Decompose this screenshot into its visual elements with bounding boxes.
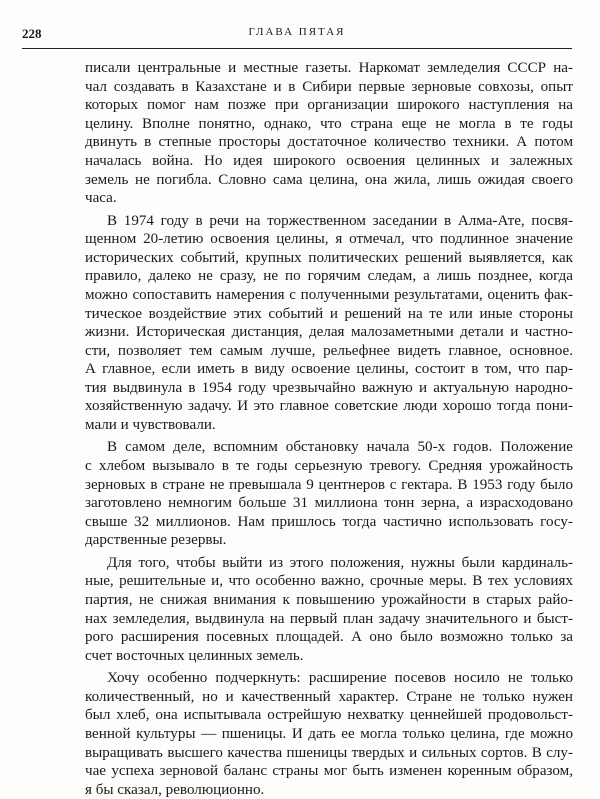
paragraph (85, 669, 573, 799)
paragraph (85, 554, 573, 666)
paragraph (85, 438, 573, 550)
text-line: чал создавать в Казахстане и в Сибири первые зерновые совхозы, опыт (85, 78, 573, 95)
text-line: целину. Вполне понятно, однако, что страна еще не могла в те годы (85, 115, 573, 132)
text-line: Хочу особенно подчеркнуть: расширение посевов носило не только (107, 670, 573, 687)
text-line: дарственные резервы. (85, 532, 227, 549)
text-line: мали и чувствовали. (85, 417, 216, 434)
text-line: счет восточных целинных земель. (85, 647, 304, 664)
body-text (85, 59, 573, 799)
text-line: с хлебом вызывало в те годы серьезную тревогу. Средняя урожайность (85, 458, 573, 475)
text-line: жизни. Историческая дистанция, делая малозаметными детали и частно- (85, 324, 573, 341)
text-line: партия, не снижая внимания к повышению урожайности в старых райо- (85, 592, 573, 609)
text-line: писали центральные и местные газеты. Наркомат земледелия СССР на- (85, 60, 573, 76)
text-line: В самом деле, вспомним обстановку начала 50-х годов. Положение (107, 439, 573, 456)
text-line: сти, позволяет тем самым лучше, рельефнее видеть главное, основное. (85, 342, 573, 359)
text-line: чае успеха зерновой баланс страны мог быть изменен коренным образом, (85, 763, 573, 780)
text-line: количественный, но и качественный характер. Стране не только нужен (85, 688, 573, 705)
text-line: зерновых в стране не превышала 9 центнеров с гектара. В 1953 году было (85, 476, 573, 493)
text-line: А главное, если иметь в виду освоение целины, состоит в том, что пар- (85, 361, 573, 378)
text-line: щенном 20-летию освоения целины, я отмечал, что подлинное значение (85, 231, 573, 248)
text-line: венной культуры — пшеницы. И дать ее могла только целина, где можно (85, 725, 573, 742)
running-head: ГЛАВА ПЯТАЯ (248, 26, 346, 38)
text-line: ные, решительные и, что особенно важно, срочные меры. В тех условиях (85, 573, 573, 590)
text-line: рого расширения посевных площадей. А оно было возможно только за (85, 629, 573, 646)
text-line: исторических событий, крупных политических решений выявляется, как (85, 249, 573, 266)
text-line: выращивать высшего качества пшеницы твердых и сильных сортов. В слу- (85, 744, 573, 761)
text-line: я бы сказал, революционно. (85, 781, 265, 798)
text-line: можно сопоставить намерения с полученными результатами, оценить фак- (85, 286, 573, 303)
paragraph (85, 59, 573, 208)
text-line: свыше 32 миллионов. Нам пришлось тогда частично использовать госу- (85, 513, 573, 530)
paragraph (85, 212, 573, 435)
text-line: заготовлено немногим больше 31 миллиона тонн зерна, а израсходовано (85, 495, 573, 512)
text-line: которых помог нам позже при организации широкого наступления на (85, 97, 573, 114)
text-line: тия выдвинула в 1954 году чрезвычайно важную и актуальную народно- (85, 379, 573, 396)
text-line: хозяйственную задачу. И это главное советские люди хорошо тогда пони- (85, 398, 573, 415)
text-line: земель не погибла. Словно сама целина, она жила, лишь ожидая своего (85, 171, 573, 188)
text-line: началась война. Но идея широкого освоения целинных и залежных (85, 152, 573, 169)
text-line: двинуть в степные просторы достаточное количество техники. А потом (85, 134, 573, 151)
text-line: Для того, чтобы выйти из этого положения, нужны были кардиналь- (107, 554, 573, 571)
page-header (22, 26, 572, 49)
text-line: нах земледелия, выдвинула на первый план задачу значительного и быст- (85, 610, 573, 627)
page-number: 228 (22, 26, 42, 41)
text-line: правило, далеко не сразу, не по горячим следам, а лишь позднее, когда (85, 268, 573, 285)
text-line: часа. (85, 190, 117, 207)
text-line: тическое воздействие этих событий и решений на те или иные стороны (85, 305, 573, 322)
text-line: В 1974 году в речи на торжественном заседании в Алма-Ате, посвя- (107, 212, 573, 229)
text-line: был хлеб, она испытывала острейшую нехватку ценнейшей продовольст- (85, 707, 573, 724)
